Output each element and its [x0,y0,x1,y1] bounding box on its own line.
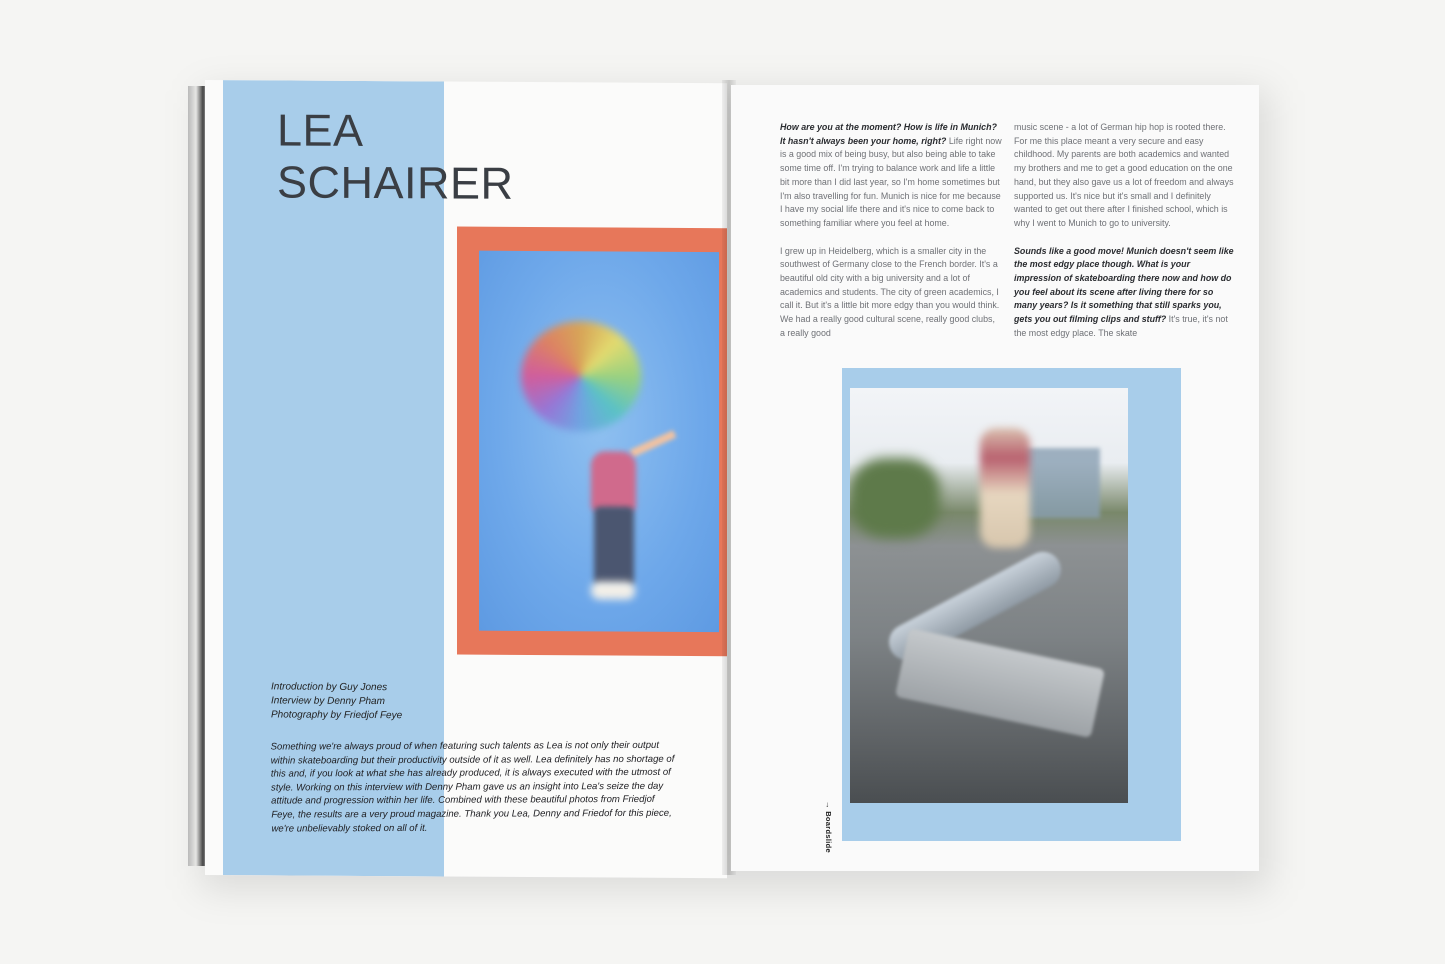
caption-text: Boardslide [824,811,833,853]
credits [271,680,402,723]
photo-caption [824,801,833,853]
figure-feet [591,581,635,599]
left-page [205,80,727,878]
title-line-1: LEA [277,104,364,156]
building [1020,448,1100,518]
answer-1: Life right now is a good mix of being busy, but also being able to take some time off. I'm trying to balance work and life a little bit more than I did last year, so I'm home sometimes but I'm also travelling for fun. Munich is nice for me because I have my social life there and it's nice to come back to something familiar where you feel at home. [780,135,1002,228]
rainbow-umbrella [521,321,641,432]
skater [980,428,1030,548]
text-column-2 [1014,121,1236,355]
answer-2: It's true, it's not the most edgy place. The skate [1014,314,1228,338]
question-1: How are you at the moment? How is life in Munich? It hasn't always been your home, right? [780,122,997,146]
intro-paragraph: Something we're always proud of when featuring such talents as Lea is not only their output within skateboarding but their productivity outside of it as well. Lea definitely has no shortage of this and, if you look at what she has already produced, it is always executed with the utmost of style. Working on this interview with Denny Pham gave us an insight into Lea's seize the day attitude and progression within her life. Combined with these beautiful photos from Friedjof Feye, the results are a very proud magazine. Thank you Lea, Denny and Friedof for this piece, we're unbelievably stoked on all of it. [270,739,675,835]
umbrella-jump-photo [479,251,719,632]
orange-photo-frame [457,227,727,657]
blue-photo-frame [842,368,1181,841]
boardslide-photo [850,388,1128,803]
credit-interview: Interview by Denny Pham [271,695,385,708]
arrow-icon: → [824,801,833,809]
trees [850,458,940,538]
article-title [277,104,514,209]
figure-legs [594,506,634,586]
answer-1-continued: I grew up in Heidelberg, which is a smaller city in the southwest of Germany close to the French border. It's a beautiful old city with a big university and a lot of academics and students. The city of green academics, I call it. But it's a little bit more edgy than you would think. We had a really good cultural scene, really good clubs, a really good [780,245,1000,338]
figure-arm [630,430,677,457]
answer-1-final: music scene - a lot of German hip hop is rooted there. For me this place meant a very secure and easy childhood. My parents are both academics and wanted my brothers and me to get a good education on the one hand, but they also gave us a lot of freedom and always supported us. It's nice but it's small and I definitely wanted to get out there after I finished school, which is why I went to Munich to go to university. [1014,122,1234,228]
question-2: Sounds like a good move! Munich doesn't seem like the most edgy place though. What is your impression of skateboarding there now and how do you feel about its scene after living there for so many years? Is it something that still sparks you, gets you out filming clips and stuff? [1014,245,1234,325]
concrete-block [895,628,1105,738]
text-column-1 [780,121,1002,355]
credit-photography: Photography by Friedjof Feye [271,709,403,722]
right-page [731,85,1259,871]
credit-introduction: Introduction by Guy Jones [271,681,388,694]
figure-body [591,451,636,511]
title-line-2: SCHAIRER [277,156,514,209]
